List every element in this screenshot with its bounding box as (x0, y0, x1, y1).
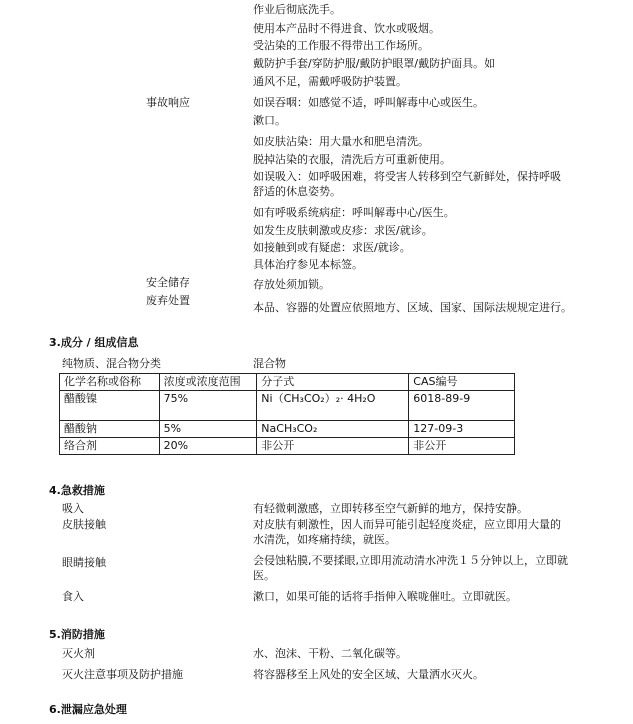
storage-label: 安全储存 (146, 276, 190, 289)
table-cell: 127-09-3 (409, 421, 515, 438)
response-line: 如接触到或有疑虑：求医/就诊。 (253, 241, 411, 254)
firefighting-label: 灭火剂 (62, 647, 95, 660)
first-aid-text: 会侵蚀粘膜,不要揉眼,立即用流动清水冲洗１５分钟以上，立即就 (253, 554, 568, 567)
table-cell: NaCH₃CO₂ (257, 421, 409, 438)
prevention-line: 使用本产品时不得进食、饮水或吸烟。 (253, 22, 440, 35)
spill-heading: 6.泄漏应急处理 (49, 703, 127, 716)
first-aid-text: 水清洗，如疼痛持续，就医。 (253, 533, 396, 546)
firefighting-text: 将容器移至上风处的安全区域、大量洒水灭火。 (253, 668, 484, 681)
response-line: 如发生皮肤刺激或皮疹：求医/就诊。 (253, 224, 433, 237)
response-line: 具体治疗参见本标签。 (253, 258, 363, 271)
first-aid-label: 眼睛接触 (62, 556, 106, 569)
table-cell: 非公开 (409, 438, 515, 455)
table-header-cell: CAS编号 (409, 374, 515, 391)
table-cell: 醋酸钠 (60, 421, 160, 438)
table-cell: Ni（CH₃CO₂）₂· 4H₂O (257, 391, 409, 421)
disposal-label: 废弃处置 (146, 294, 190, 307)
table-cell: 络合剂 (60, 438, 160, 455)
table-cell: 非公开 (257, 438, 409, 455)
prevention-line: 受沾染的工作服不得带出工作场所。 (253, 39, 429, 52)
table-cell: 75% (159, 391, 257, 421)
prevention-line: 戴防护手套/穿防护服/戴防护眼罩/戴防护面具。如 (253, 57, 496, 70)
first-aid-label: 皮肤接触 (62, 518, 106, 531)
table-cell: 5% (159, 421, 257, 438)
table-row (60, 391, 515, 421)
response-line: 漱口。 (253, 114, 286, 127)
first-aid-heading: 4.急救措施 (49, 484, 105, 497)
table-cell: 6018-89-9 (409, 391, 515, 421)
response-label: 事故响应 (146, 96, 190, 109)
substance-type-label: 纯物质、混合物分类 (62, 357, 161, 370)
table-cell: 醋酸镍 (60, 391, 160, 421)
firefighting-text: 水、泡沫、干粉、二氧化碳等。 (253, 647, 407, 660)
composition-table (59, 373, 515, 455)
table-cell: 20% (159, 438, 257, 455)
first-aid-text: 医。 (253, 569, 275, 582)
table-row (60, 421, 515, 438)
first-aid-label: 吸入 (62, 502, 84, 515)
table-header-cell: 分子式 (257, 374, 409, 391)
firefighting-heading: 5.消防措施 (49, 628, 105, 641)
first-aid-text: 对皮肤有刺激性，因人而异可能引起轻度炎症，应立即用大量的 (253, 518, 561, 531)
prevention-line: 通风不足，需戴呼吸防护装置。 (253, 75, 407, 88)
response-line: 如有呼吸系统病症：呼叫解毒中心/医生。 (253, 206, 455, 219)
response-line: 脱掉沾染的衣服，清洗后方可重新使用。 (253, 153, 451, 166)
first-aid-text: 漱口，如果可能的话将手指伸入喉咙催吐。立即就医。 (253, 590, 517, 603)
firefighting-label: 灭火注意事项及防护措施 (62, 668, 183, 681)
disposal-text: 本品、容器的处置应依照地方、区域、国家、国际法规规定进行。 (253, 301, 572, 314)
response-line: 舒适的休息姿势。 (253, 185, 341, 198)
table-header-cell: 浓度或浓度范围 (159, 374, 257, 391)
prevention-line: 作业后彻底洗手。 (253, 3, 341, 16)
first-aid-text: 有轻微刺激感，立即转移至空气新鲜的地方，保持安静。 (253, 502, 528, 515)
response-line: 如误吸入：如呼吸困难，将受害人转移到空气新鲜处，保持呼吸 (253, 170, 561, 183)
substance-type-value: 混合物 (253, 357, 286, 370)
composition-heading: 3.成分 / 组成信息 (49, 336, 139, 349)
table-row (60, 438, 515, 455)
first-aid-label: 食入 (62, 590, 84, 603)
storage-text: 存放处须加锁。 (253, 278, 330, 291)
table-header-row (60, 374, 515, 391)
response-line: 如误吞咽：如感觉不适，呼叫解毒中心或医生。 (253, 96, 484, 109)
table-header-cell: 化学名称或俗称 (60, 374, 160, 391)
response-line: 如皮肤沾染：用大量水和肥皂清洗。 (253, 135, 429, 148)
